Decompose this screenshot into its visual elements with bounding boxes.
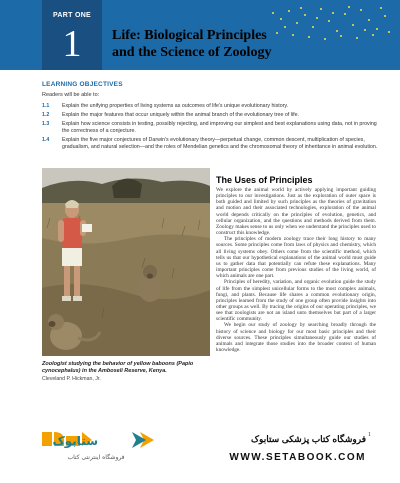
objective-number: 1.4 bbox=[42, 137, 50, 143]
objective-item bbox=[42, 121, 382, 135]
chapter-title-line-2: and the Science of Zoology bbox=[112, 45, 272, 60]
shop-url-prefix: WWW. bbox=[229, 452, 266, 463]
figure-caption: Zoologist studying the behavior of yellow baboons (Papio cynocephalus) in the Amboseli Reserve, Kenya. bbox=[42, 361, 194, 374]
shop-url[interactable] bbox=[206, 452, 366, 463]
body-paragraph: We explore the animal world by actively applying important guiding principles to our investigations. Just as the exploration of outer space is both guided and limited by such principles as the theories of gravitation and motion and their associated technologies, exploration of the animal world depends critically on the principles of evolution, genetics, and cellular organization, and the questions and methods derived from them. Zoology makes sense to us only when we understand the principles used to construct this knowledge. bbox=[216, 187, 376, 237]
shop-url-highlight: SETABOOK bbox=[265, 452, 334, 463]
shop-name: فروشگاه کتاب پزشکی ستابوک bbox=[251, 434, 366, 444]
body-paragraph: Principles of heredity, variation, and organic evolution guide the study of life from the simplest unicellular forms to the most complex animals, fungi, and plants. Because life shares a common evolutionary origin, principles learned from the study of one group often provide insights into other groups as well. By tracing the origins of our operating principles, we see that zoologists are not an island unto themselves but part of a larger scientific community. bbox=[216, 279, 376, 323]
chapter-title-line-1: Life: Biological Principles bbox=[112, 28, 267, 43]
setabook-logo bbox=[40, 426, 160, 466]
objectives-heading: LEARNING OBJECTIVES bbox=[42, 81, 123, 88]
objective-text: Explain how science consists in testing, possibly rejecting, and improving our simplest and best explanations using data, not in proving the correctness of a conjecture. bbox=[62, 121, 377, 134]
setabook-logo-graphic bbox=[40, 426, 160, 466]
objective-item bbox=[42, 137, 382, 151]
objectives-intro: Readers will be able to: bbox=[42, 92, 100, 98]
objective-text: Explain the five major conjectures of Darwin's evolutionary theory—perpetual change, common descent, multiplication of species, gradualism, and natural selection—and the roles of Mendelian genetics and the chromosomal theory of inheritance in animal evolution. bbox=[62, 137, 378, 150]
objective-number: 1.2 bbox=[42, 112, 50, 118]
shop-url-suffix: .COM bbox=[333, 452, 366, 463]
logo-text: ستابوک bbox=[52, 434, 98, 448]
decorative-dots bbox=[270, 4, 395, 44]
section-title: The Uses of Principles bbox=[216, 175, 313, 185]
objective-text: Explain the major features that occur uniquely within the animal branch of the evolutionary tree of life. bbox=[62, 112, 300, 118]
figure-credit: Cleveland P. Hickman, Jr. bbox=[42, 376, 101, 382]
logo-subtext: فروشگاه اینترنتی کتاب bbox=[67, 454, 125, 461]
zoologist-baboon-photo bbox=[42, 168, 210, 356]
objective-number: 1.1 bbox=[42, 103, 50, 109]
body-paragraph: The principles of modern zoology trace their long history to many sources. Some principles come from laws of physics and chemistry, which all living systems obey. Others come from the scientific method, which tells us that our hypothetical explanations of the animal world must guide us to gather data that potentially can refute these explanations. Many important principles come from previous studies of the living world, of which animals are one part. bbox=[216, 236, 376, 280]
part-label: PART ONE bbox=[52, 12, 92, 19]
objective-text: Explain the unifying properties of living systems as outcomes of life's unique evolutionary history. bbox=[62, 103, 289, 109]
objective-item bbox=[42, 103, 382, 110]
body-paragraph: We begin our study of zoology by searching broadly through the history of science and biology for our most basic principles and their diverse sources. These principles simultaneously guide our studies of animals and integrate those studies into the broader context of human knowledge. bbox=[216, 322, 376, 354]
part-box bbox=[42, 0, 102, 70]
objective-item bbox=[42, 112, 382, 119]
chapter-number: 1 bbox=[62, 23, 82, 65]
page-number: 1 bbox=[368, 432, 371, 438]
field-photo bbox=[42, 168, 210, 356]
objective-number: 1.3 bbox=[42, 121, 50, 127]
section-body bbox=[216, 187, 376, 353]
